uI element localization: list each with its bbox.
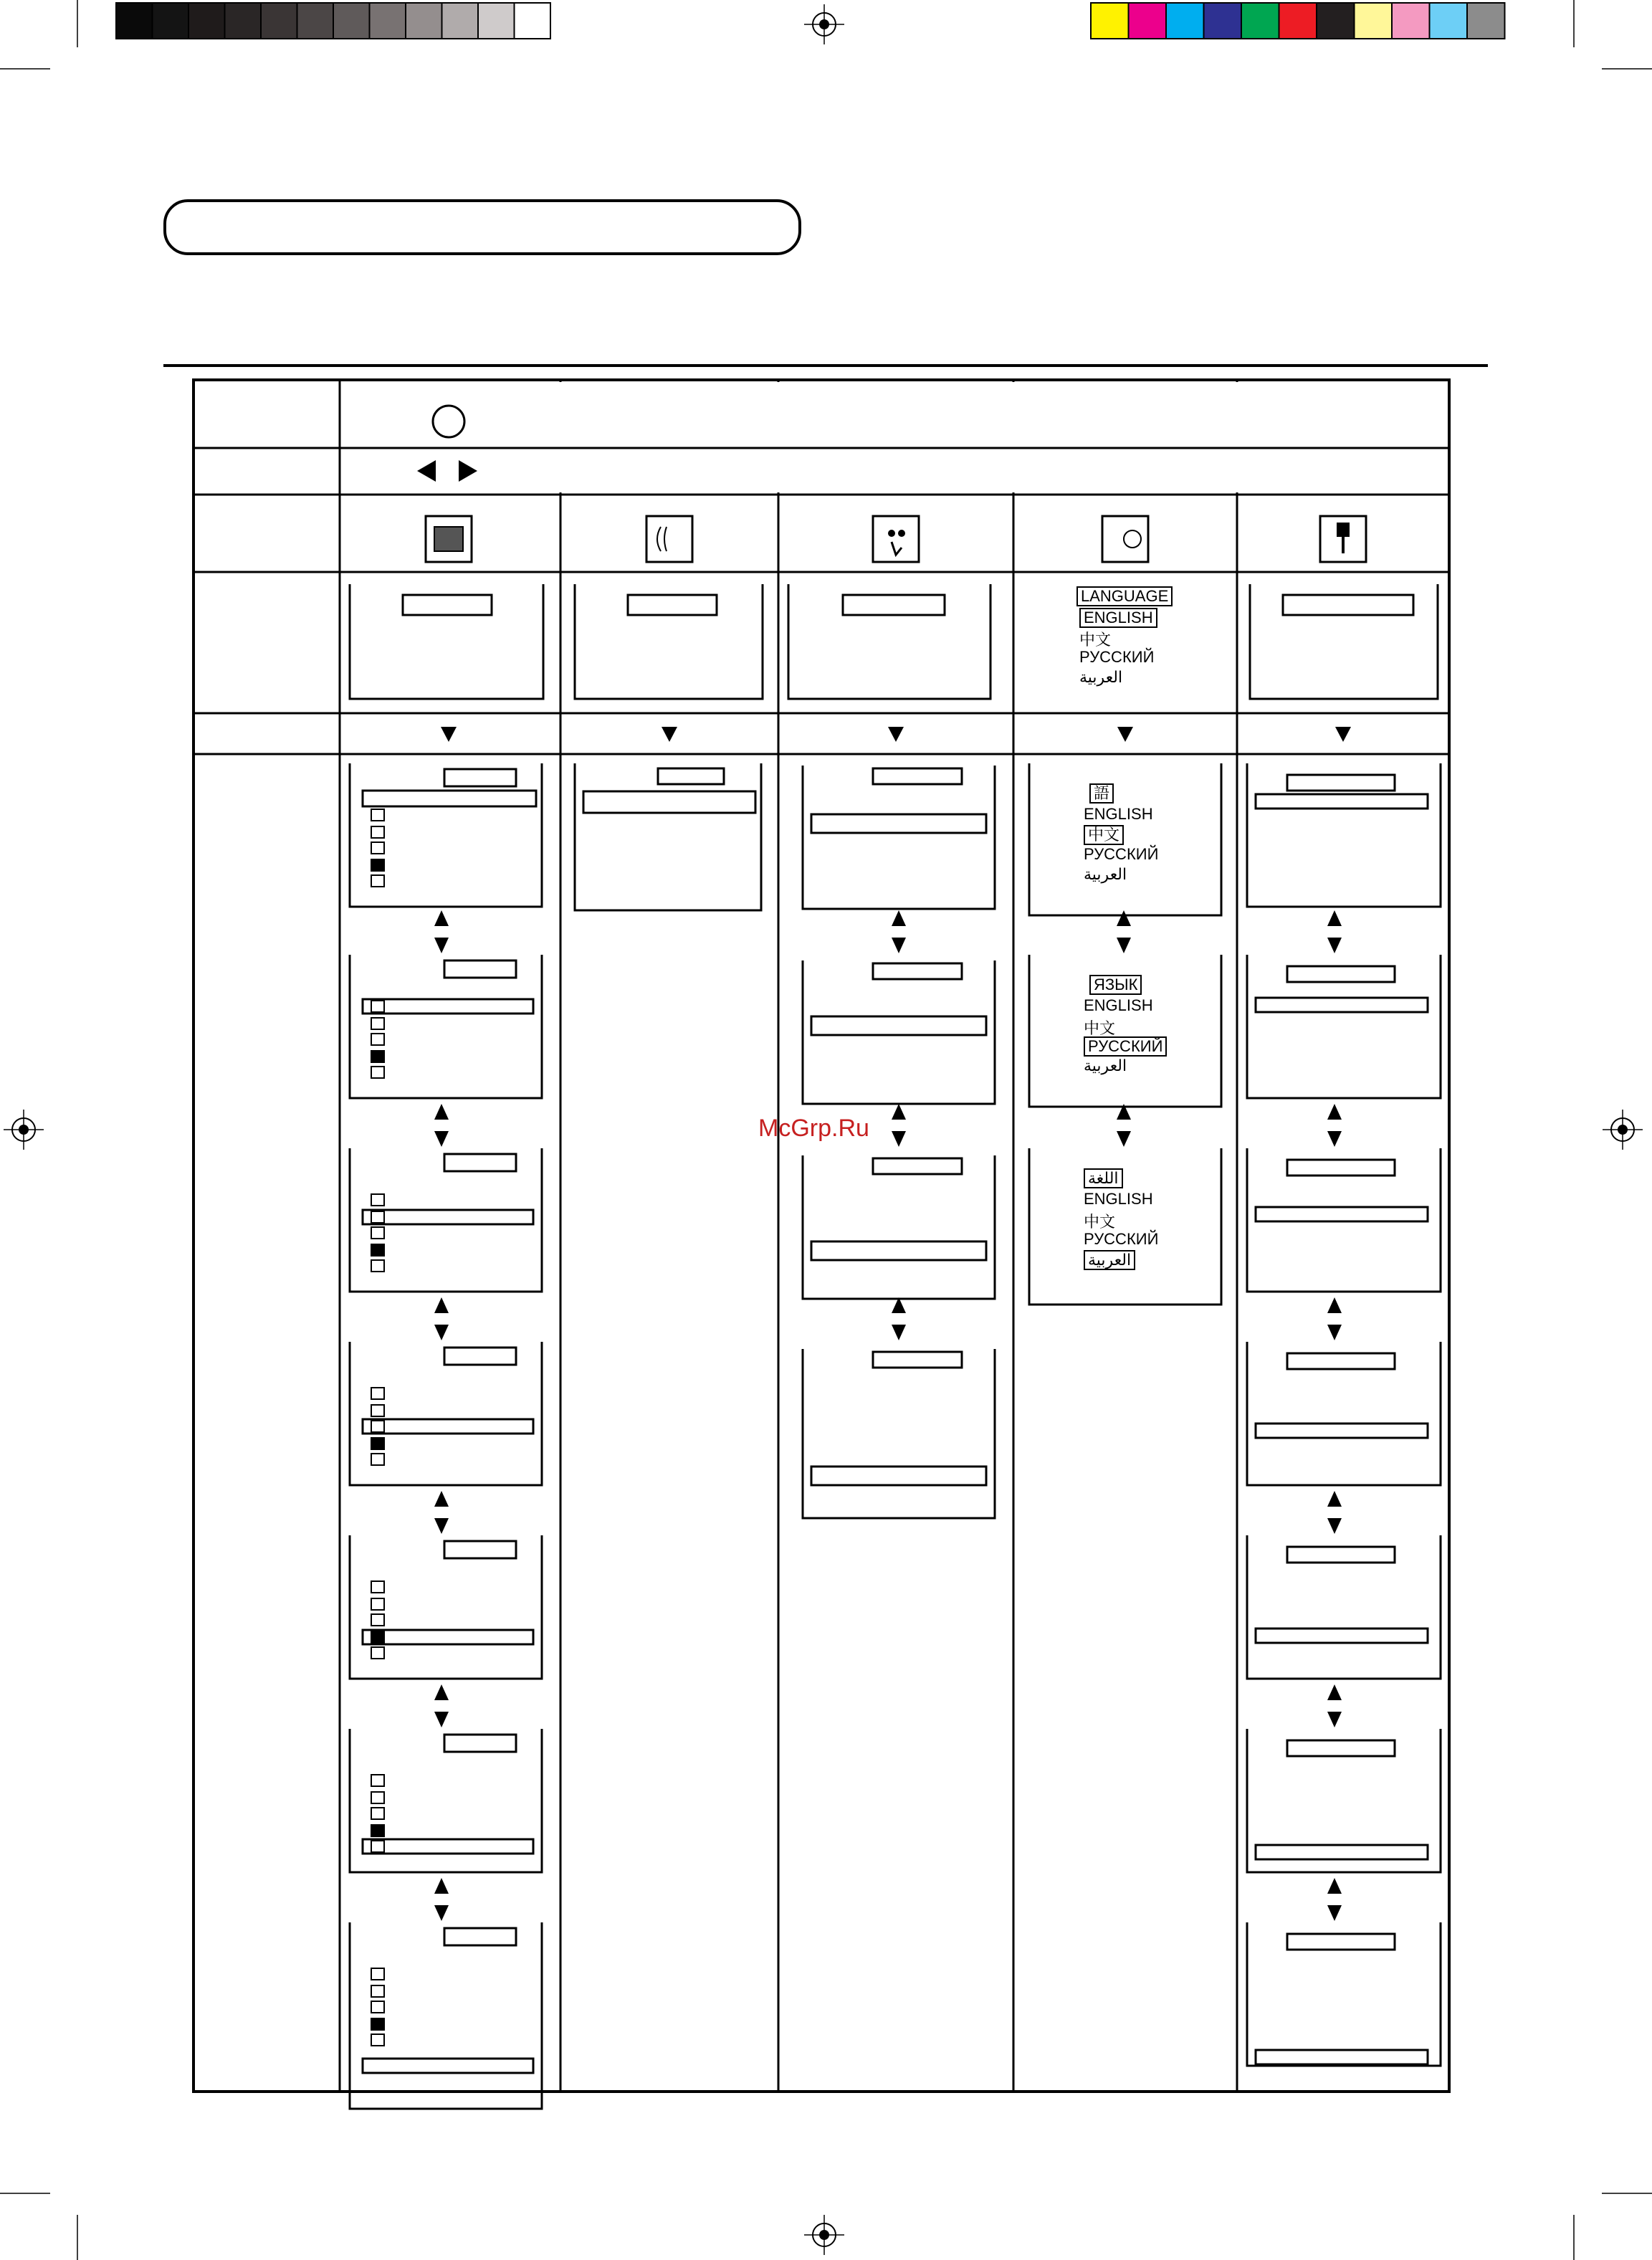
power-submenu-box: [1247, 1729, 1441, 1872]
picture-option-icon: [371, 1260, 384, 1272]
section-title-box: [165, 201, 800, 254]
language-submenu-box: [1029, 763, 1221, 915]
language-menu-option: РУССКИЙ: [1079, 648, 1155, 666]
language-submenu-option: РУССКИЙ: [1084, 1036, 1167, 1057]
picture-option-icon: [371, 1647, 384, 1659]
feature-submenu-box: [803, 766, 995, 909]
up-arrow-icon: [1327, 1104, 1342, 1120]
sound-icon-wave: [657, 527, 667, 551]
menu-title-box: [1287, 1547, 1395, 1563]
power-menu-box: [1250, 584, 1438, 699]
picture-submenu-box: [350, 1535, 542, 1679]
grayscale-swatch: [225, 3, 262, 39]
sound-menu-box: [575, 584, 763, 699]
color-swatch: [1467, 3, 1505, 39]
picture-option-icon: [371, 1227, 384, 1239]
menu-title-box: [1287, 1934, 1395, 1950]
down-arrow-icon: [1327, 1905, 1342, 1921]
down-arrow-icon: [888, 727, 904, 742]
picture-option-icon: [371, 1581, 384, 1593]
power-submenu-box: [1247, 1342, 1441, 1485]
down-arrow-icon: [441, 727, 457, 742]
menu-title-box: [873, 1158, 962, 1174]
down-arrow-icon: [1327, 938, 1342, 953]
power-submenu-box: [1247, 1535, 1441, 1679]
down-arrow-icon: [1327, 1131, 1342, 1147]
language-submenu-option: العربية: [1084, 1250, 1135, 1270]
language-submenu-title: 語: [1089, 783, 1114, 804]
color-swatch: [1355, 3, 1393, 39]
selected-row-box: [811, 814, 986, 833]
grayscale-swatch: [515, 3, 551, 39]
down-arrow-icon: [1117, 1131, 1131, 1147]
grayscale-swatch: [370, 3, 406, 39]
picture-submenu-box: [350, 1148, 542, 1292]
sound-icon: [646, 516, 692, 562]
selected-row-box: [1256, 1629, 1428, 1643]
selected-row-box: [1256, 1424, 1428, 1438]
grayscale-swatch: [333, 3, 370, 39]
down-arrow-icon: [1335, 727, 1351, 742]
color-swatch: [1204, 3, 1242, 39]
picture-option-icon: [371, 1841, 384, 1852]
up-arrow-icon: [1327, 1297, 1342, 1313]
selected-row-box: [1256, 1845, 1428, 1859]
picture-option-icon: [371, 1631, 384, 1643]
grayscale-swatch: [442, 3, 479, 39]
language-submenu-option: ENGLISH: [1084, 805, 1153, 823]
language-submenu-box: [1029, 1148, 1221, 1305]
feature-icon-dot: [888, 530, 895, 537]
picture-option-icon: [371, 1211, 384, 1223]
picture-option-icon: [371, 1792, 384, 1803]
picture-option-icon: [371, 1388, 384, 1399]
selected-row-box: [811, 1241, 986, 1260]
picture-submenu-box: [350, 763, 542, 907]
picture-option-icon: [371, 1067, 384, 1078]
picture-submenu-box: [350, 1342, 542, 1485]
picture-option-icon: [371, 2018, 384, 2030]
down-arrow-icon: [434, 1905, 449, 1921]
down-arrow-icon: [434, 938, 449, 953]
up-arrow-icon: [892, 1104, 906, 1120]
selected-row-box: [1256, 998, 1428, 1012]
up-arrow-icon: [1117, 910, 1131, 926]
picture-option-icon: [371, 1438, 384, 1449]
up-arrow-icon: [434, 1878, 449, 1894]
picture-option-icon: [371, 1405, 384, 1416]
menu-title-box: [873, 963, 962, 979]
power-submenu-box: [1247, 763, 1441, 907]
feature-menu-box: [788, 584, 990, 699]
menu-title-box: [444, 769, 516, 786]
grayscale-swatch: [478, 3, 515, 39]
picture-option-icon: [371, 1018, 384, 1029]
up-arrow-icon: [1327, 1491, 1342, 1507]
language-submenu-option: 中文: [1084, 825, 1124, 845]
picture-option-icon: [371, 2034, 384, 2046]
selected-row-box: [363, 791, 536, 806]
picture-option-icon: [371, 1001, 384, 1012]
up-arrow-icon: [434, 1297, 449, 1313]
down-arrow-icon: [662, 727, 677, 742]
picture-option-icon: [371, 1825, 384, 1836]
feature-submenu-box: [803, 960, 995, 1104]
selected-row-box: [1256, 2050, 1428, 2064]
selected-row-box: [363, 1839, 533, 1854]
feature-icon-hand: [892, 542, 902, 555]
language-submenu-option: ENGLISH: [1084, 1190, 1153, 1208]
row-span-mask: [343, 382, 1446, 492]
picture-option-icon: [371, 1421, 384, 1432]
selected-row-box: [811, 1016, 986, 1035]
picture-option-icon: [371, 1051, 384, 1062]
language-submenu-option: العربية: [1084, 865, 1127, 883]
language-submenu-option: العربية: [1084, 1057, 1127, 1074]
color-swatch: [1392, 3, 1430, 39]
picture-option-icon: [371, 1985, 384, 1997]
power-icon-plug: [1337, 523, 1349, 536]
picture-option-icon: [371, 1194, 384, 1206]
watermark: McGrp.Ru: [758, 1115, 869, 1142]
selected-row-box: [583, 791, 755, 813]
grayscale-swatch: [116, 3, 153, 39]
menu-title-box: [658, 768, 724, 784]
feature-icon-dot: [898, 530, 905, 537]
picture-option-icon: [371, 1454, 384, 1465]
menu-title-box: [1283, 595, 1413, 615]
menu-title-box: [873, 1352, 962, 1368]
menu-title-box: [403, 595, 492, 615]
selected-row-box: [363, 1210, 533, 1224]
language-icon-head: [1124, 530, 1141, 548]
picture-option-icon: [371, 1808, 384, 1819]
menu-title-box: [1287, 775, 1395, 791]
color-swatch: [1430, 3, 1468, 39]
menu-title-box: [444, 960, 516, 978]
down-arrow-icon: [434, 1518, 449, 1534]
grayscale-swatch: [406, 3, 442, 39]
menu-title-box: [444, 1154, 516, 1171]
color-swatch: [1166, 3, 1204, 39]
down-arrow-icon: [1117, 938, 1131, 953]
grayscale-swatch: [261, 3, 297, 39]
picture-submenu-box: [350, 1922, 542, 2109]
menu-title-box: [444, 1735, 516, 1752]
language-submenu-option: ENGLISH: [1084, 996, 1153, 1014]
language-menu-option: ENGLISH: [1079, 608, 1157, 628]
feature-submenu-box: [803, 1349, 995, 1518]
selected-row-box: [363, 999, 533, 1014]
color-swatch: [1129, 3, 1167, 39]
language-submenu-title: اللغة: [1084, 1168, 1123, 1188]
up-arrow-icon: [434, 1491, 449, 1507]
selected-row-box: [811, 1467, 986, 1485]
picture-option-icon: [371, 1034, 384, 1045]
picture-option-icon: [371, 809, 384, 821]
up-arrow-icon: [892, 910, 906, 926]
picture-option-icon: [371, 826, 384, 838]
up-arrow-icon: [1327, 1878, 1342, 1894]
picture-option-icon: [371, 1598, 384, 1610]
down-arrow-icon: [892, 938, 906, 953]
down-arrow-icon: [892, 1325, 906, 1340]
language-submenu-option: РУССКИЙ: [1084, 1230, 1159, 1248]
down-arrow-icon: [1327, 1325, 1342, 1340]
color-swatch: [1279, 3, 1317, 39]
selected-row-box: [363, 2059, 533, 2073]
down-arrow-icon: [434, 1325, 449, 1340]
down-arrow-icon: [434, 1712, 449, 1727]
selected-row-box: [1256, 794, 1428, 809]
power-submenu-box: [1247, 1922, 1441, 2066]
menu-title-box: [628, 595, 717, 615]
language-submenu-option: 中文: [1084, 1213, 1116, 1231]
language-menu-title: LANGUAGE: [1076, 586, 1173, 606]
picture-option-icon: [371, 1244, 384, 1256]
down-arrow-icon: [1327, 1518, 1342, 1534]
language-submenu-title: ЯЗЫК: [1089, 975, 1142, 995]
power-submenu-box: [1247, 955, 1441, 1098]
language-submenu-option: 中文: [1084, 1019, 1116, 1037]
picture-option-icon: [371, 875, 384, 887]
feature-submenu-box: [803, 1155, 995, 1299]
up-arrow-icon: [434, 910, 449, 926]
up-arrow-icon: [1327, 1684, 1342, 1700]
selected-row-box: [363, 1630, 533, 1644]
down-arrow-icon: [434, 1131, 449, 1147]
up-arrow-icon: [434, 1104, 449, 1120]
language-menu-option: العربية: [1079, 668, 1123, 686]
color-swatch: [1091, 3, 1129, 39]
up-arrow-icon: [1327, 910, 1342, 926]
language-menu-option: 中文: [1079, 631, 1112, 649]
grayscale-swatch: [153, 3, 189, 39]
up-arrow-icon: [434, 1684, 449, 1700]
picture-option-icon: [371, 1968, 384, 1980]
picture-submenu-box: [350, 955, 542, 1098]
menu-title-box: [1287, 1160, 1395, 1176]
menu-title-box: [1287, 1740, 1395, 1756]
picture-option-icon: [371, 1775, 384, 1786]
color-swatch: [1317, 3, 1355, 39]
picture-menu-box: [350, 584, 543, 699]
picture-submenu-box: [350, 1729, 542, 1872]
menu-title-box: [444, 1928, 516, 1945]
menu-title-box: [1287, 966, 1395, 982]
picture-option-icon: [371, 2001, 384, 2013]
grayscale-swatch: [297, 3, 334, 39]
picture-icon-screen: [434, 527, 463, 551]
language-submenu-option: РУССКИЙ: [1084, 845, 1159, 863]
menu-title-box: [1287, 1353, 1395, 1369]
power-submenu-box: [1247, 1148, 1441, 1292]
picture-option-icon: [371, 842, 384, 854]
down-arrow-icon: [1117, 727, 1133, 742]
menu-title-box: [843, 595, 945, 615]
menu-title-box: [444, 1541, 516, 1558]
picture-option-icon: [371, 1614, 384, 1626]
color-swatch: [1241, 3, 1279, 39]
picture-option-icon: [371, 859, 384, 871]
menu-title-box: [873, 768, 962, 784]
down-arrow-icon: [892, 1131, 906, 1147]
grayscale-swatch: [188, 3, 225, 39]
menu-title-box: [444, 1348, 516, 1365]
sound-submenu-box: [575, 763, 761, 910]
selected-row-box: [1256, 1207, 1428, 1221]
selected-row-box: [363, 1419, 533, 1434]
down-arrow-icon: [1327, 1712, 1342, 1727]
